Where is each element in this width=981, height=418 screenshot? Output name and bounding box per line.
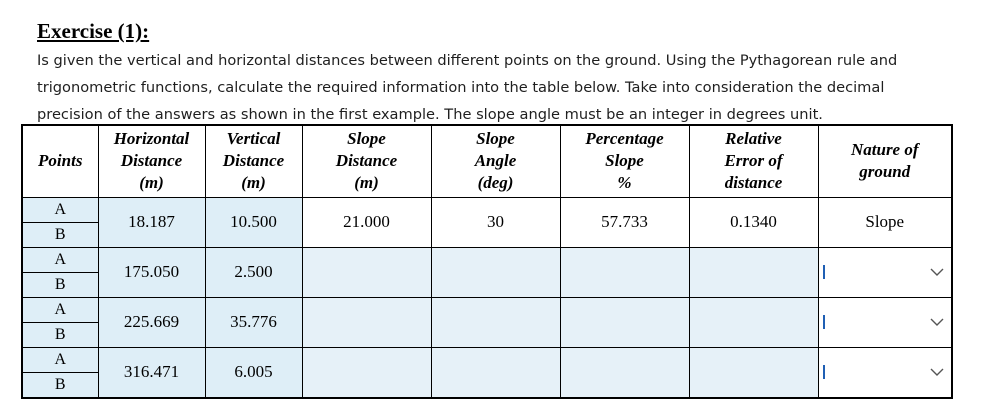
vertical-distance-cell: 2.500 [205, 247, 302, 297]
relative-error-input[interactable] [689, 347, 818, 398]
point-end: B [22, 272, 98, 297]
relative-error-input[interactable] [689, 297, 818, 347]
nature-of-ground-dropdown[interactable] [818, 347, 952, 398]
header-line: Distance [222, 151, 285, 171]
nature-of-ground-dropdown[interactable] [818, 247, 952, 297]
horizontal-distance-cell: 316.471 [98, 347, 205, 398]
header-line: Relative [725, 129, 782, 149]
header-line: (m) [241, 173, 266, 193]
vertical-distance-cell: 10.500 [205, 197, 302, 247]
header-line: (m) [139, 173, 164, 193]
percentage-slope-input[interactable] [560, 347, 689, 398]
header-line: distance [724, 173, 783, 193]
header-slope-angle [431, 125, 560, 197]
exercise-title: Exercise (1): [37, 19, 150, 43]
header-line: ground [859, 162, 911, 182]
chevron-down-icon[interactable] [929, 365, 945, 379]
header-line: (m) [354, 173, 379, 193]
percentage-slope-cell: 57.733 [560, 197, 689, 247]
chevron-down-icon[interactable] [929, 315, 945, 329]
header-line: Slope [476, 129, 515, 149]
text-cursor [823, 315, 825, 329]
point-end: B [22, 222, 98, 247]
header-points [22, 125, 98, 197]
slope-angle-input[interactable] [431, 247, 560, 297]
header-relative-error [689, 125, 818, 197]
header-line: Nature of [850, 140, 919, 160]
header-line: Error of [724, 151, 783, 171]
slope-angle-input[interactable] [431, 297, 560, 347]
header-line: Slope [347, 129, 386, 149]
point-end: B [22, 322, 98, 347]
header-line: Percentage [585, 129, 664, 149]
header-horizontal-distance [98, 125, 205, 197]
header-line: Vertical [226, 129, 281, 149]
instruction-line: Is given the vertical and horizontal distances between different points on the ground. Using the Pythagorean rule and [37, 52, 898, 69]
header-slope-distance [302, 125, 431, 197]
header-line: Points [38, 151, 83, 171]
slope-distance-input[interactable] [302, 297, 431, 347]
relative-error-cell: 0.1340 [689, 197, 818, 247]
vertical-distance-cell: 35.776 [205, 297, 302, 347]
header-nature-of-ground [818, 125, 952, 197]
header-line: Slope [605, 151, 644, 171]
header-line: Horizontal [113, 129, 190, 149]
header-line: % [617, 173, 632, 193]
header-vertical-distance [205, 125, 302, 197]
text-cursor [823, 265, 825, 279]
exercise-instructions [37, 47, 977, 128]
horizontal-distance-cell: 18.187 [98, 197, 205, 247]
slope-distance-cell: 21.000 [302, 197, 431, 247]
slope-distance-input[interactable] [302, 247, 431, 297]
instruction-line: trigonometric functions, calculate the required information into the table below. Take into consideration the decimal [37, 79, 885, 96]
point-end: B [22, 372, 98, 398]
header-line: Angle [474, 151, 517, 171]
point-start: A [22, 197, 98, 222]
header-percentage-slope [560, 125, 689, 197]
nature-of-ground-cell: Slope [818, 197, 952, 247]
survey-table [21, 124, 953, 399]
slope-angle-cell: 30 [431, 197, 560, 247]
nature-of-ground-dropdown[interactable] [818, 297, 952, 347]
header-line: (deg) [477, 173, 514, 193]
point-start: A [22, 247, 98, 272]
horizontal-distance-cell: 175.050 [98, 247, 205, 297]
relative-error-input[interactable] [689, 247, 818, 297]
instruction-line: precision of the answers as shown in the first example. The slope angle must be an integer in degrees unit. [37, 106, 823, 123]
point-start: A [22, 297, 98, 322]
percentage-slope-input[interactable] [560, 247, 689, 297]
text-cursor [823, 365, 825, 379]
header-line: Distance [335, 151, 398, 171]
header-line: Distance [120, 151, 183, 171]
slope-distance-input[interactable] [302, 347, 431, 398]
vertical-distance-cell: 6.005 [205, 347, 302, 398]
horizontal-distance-cell: 225.669 [98, 297, 205, 347]
percentage-slope-input[interactable] [560, 297, 689, 347]
chevron-down-icon[interactable] [929, 265, 945, 279]
point-start: A [22, 347, 98, 372]
slope-angle-input[interactable] [431, 347, 560, 398]
